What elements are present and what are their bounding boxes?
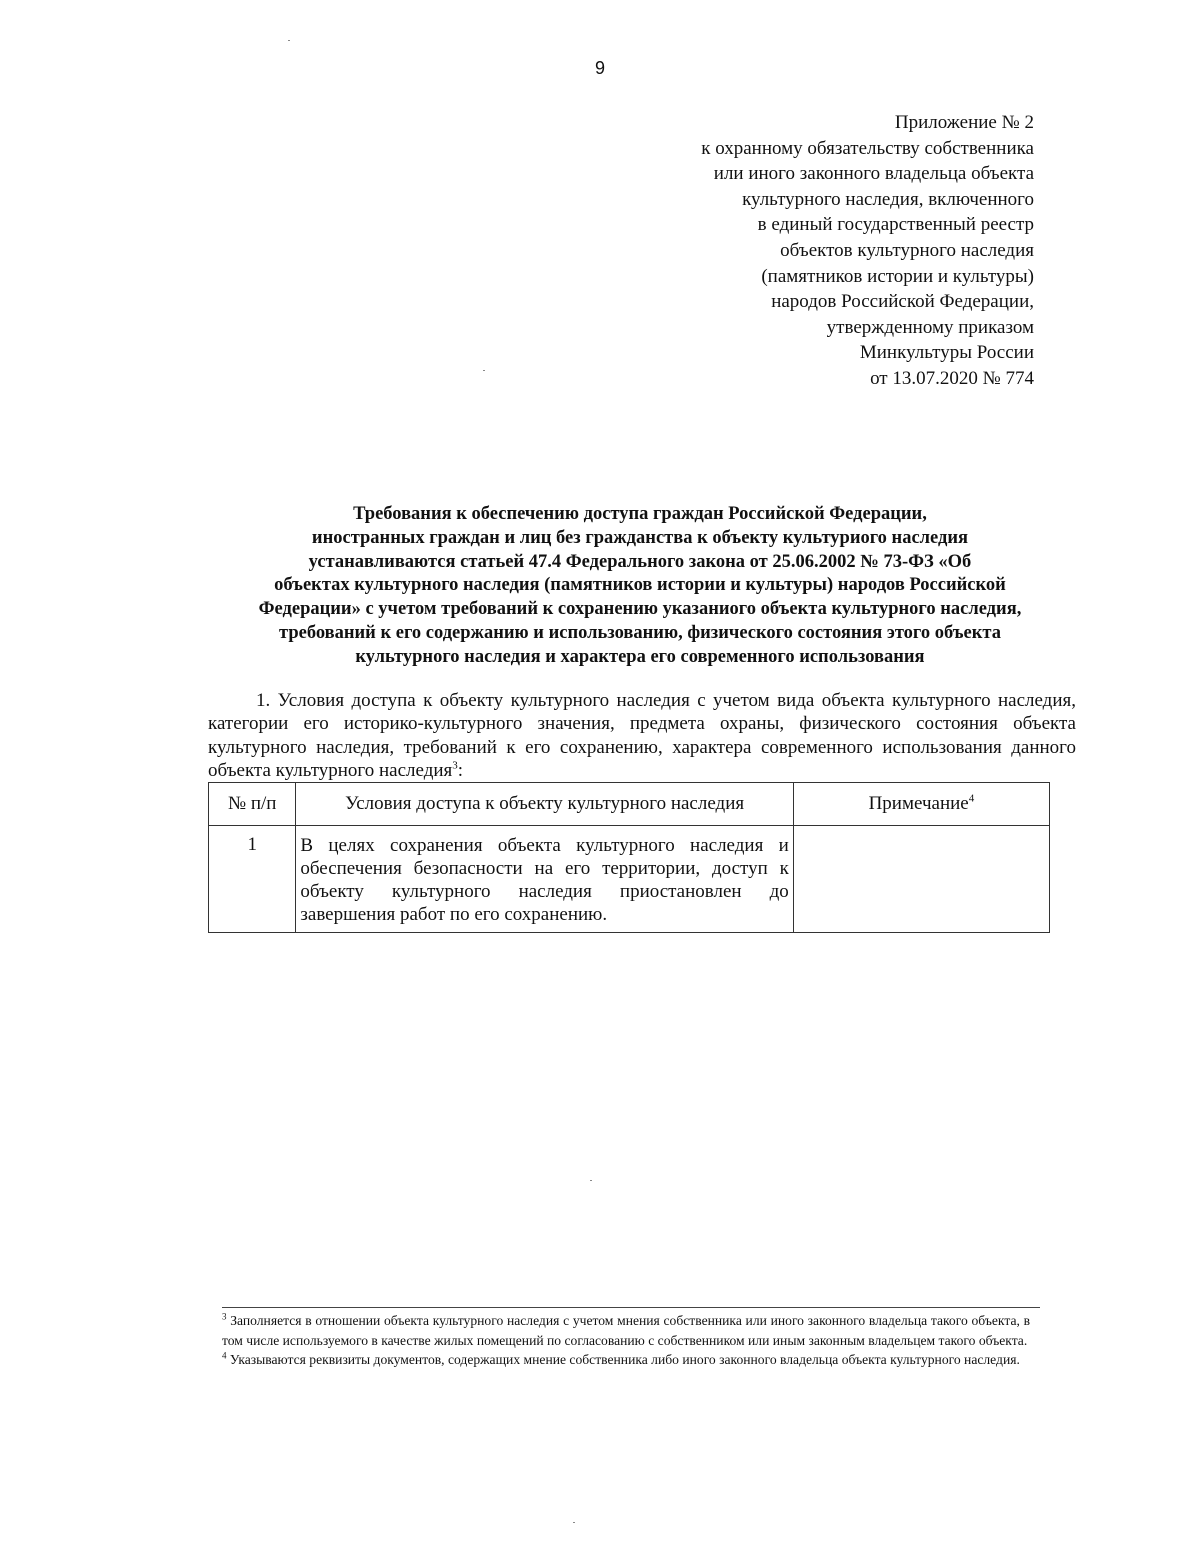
footnote-ref: 4 bbox=[968, 792, 975, 805]
appendix-line: (памятников истории и культуры) bbox=[761, 265, 1034, 287]
footnote-separator bbox=[222, 1307, 1040, 1308]
row-note bbox=[793, 826, 1049, 933]
header-num: № п/п bbox=[209, 783, 296, 826]
scan-speck bbox=[590, 1180, 592, 1181]
title-line: иностранных граждан и лиц без гражданства к объекту культуриого наследия bbox=[311, 527, 969, 548]
table-row bbox=[209, 826, 1050, 933]
page-number: 9 bbox=[594, 58, 605, 78]
title-line: Федерации» с учетом требований к сохранению указаниого объекта культурного наследия, bbox=[258, 599, 1022, 620]
appendix-line: Минкультуры России bbox=[859, 342, 1034, 364]
footnote-ref: 3 bbox=[452, 759, 458, 772]
appendix-line: народов Российской Федерации, bbox=[771, 291, 1034, 313]
title-line: объектах культурного наследия (памятников истории и культуры) народов Российской bbox=[274, 575, 1006, 596]
appendix-line: к охранному обязательству собственника bbox=[701, 137, 1034, 159]
appendix-line: от 13.07.2020 № 774 bbox=[870, 367, 1034, 389]
header-conditions: Условия доступа к объекту культурного наследия bbox=[296, 783, 793, 826]
footnote bbox=[222, 1350, 1030, 1370]
document-title bbox=[190, 503, 1090, 670]
title-line: устанавливаются статьей 47.4 Федерального закона от 25.06.2002 № 73-ФЗ «Об bbox=[308, 551, 972, 572]
appendix-line: в единый государственный реестр bbox=[757, 214, 1034, 236]
appendix-line: Приложение № 2 bbox=[894, 112, 1034, 133]
appendix-line: утвержденному приказом bbox=[826, 316, 1034, 338]
row-num: 1 bbox=[209, 826, 296, 933]
scan-speck bbox=[573, 1522, 575, 1523]
access-conditions-table bbox=[208, 782, 1050, 933]
title-line: требований к его содержанию и использованию, физического состояния этого объекта bbox=[279, 622, 1001, 643]
scan-speck bbox=[288, 40, 290, 41]
appendix-line: или иного законного владельца объекта bbox=[713, 163, 1034, 185]
appendix-header bbox=[594, 110, 1034, 392]
footnote-text: Указываются реквизиты документов, содержащих мнение собственника либо иного законного владельца объекта культурного наследия. bbox=[229, 1352, 1020, 1367]
footnotes bbox=[222, 1311, 1030, 1370]
paragraph-ending: : bbox=[457, 760, 464, 782]
row-conditions: В целях сохранения объекта культурного наследия и обеспечения безопасности на его территории, доступ к объекту культурного наследия приостановлен до завершения работ по его сохранению. bbox=[296, 826, 793, 933]
appendix-line: объектов культурного наследия bbox=[780, 239, 1034, 261]
header-note-label: Примечание bbox=[868, 793, 969, 814]
access-conditions-paragraph bbox=[208, 689, 1076, 783]
footnote-text: Заполняется в отношении объекта культурного наследия с учетом мнения собственника или иного законного владельца такого объекта, в том числе используемого в качестве жилых помещений по согласованию с собственником или иным законным владельцем такого объекта. bbox=[222, 1313, 1030, 1348]
footnote bbox=[222, 1311, 1030, 1350]
title-line: Требования к обеспечению доступа граждан Российской Федерации, bbox=[353, 504, 927, 524]
paragraph-text: 1. Условия доступа к объекту культурного наследия с учетом вида объекта культурного наследия, категории его историко-культурного значения, предмета охраны, физического состояния объекта культурного наследия, требований к его сохранению, характера современного использования данного объекта культурного наследия bbox=[208, 690, 1076, 782]
footnote-mark: 4 bbox=[222, 1350, 227, 1361]
header-note bbox=[793, 783, 1049, 826]
appendix-line: культурного наследия, включенного bbox=[742, 188, 1034, 210]
footnote-mark: 3 bbox=[222, 1311, 227, 1322]
title-line: культурного наследия и характера его современного использования bbox=[355, 646, 925, 667]
scan-speck bbox=[483, 370, 485, 371]
table-header-row bbox=[209, 783, 1050, 826]
